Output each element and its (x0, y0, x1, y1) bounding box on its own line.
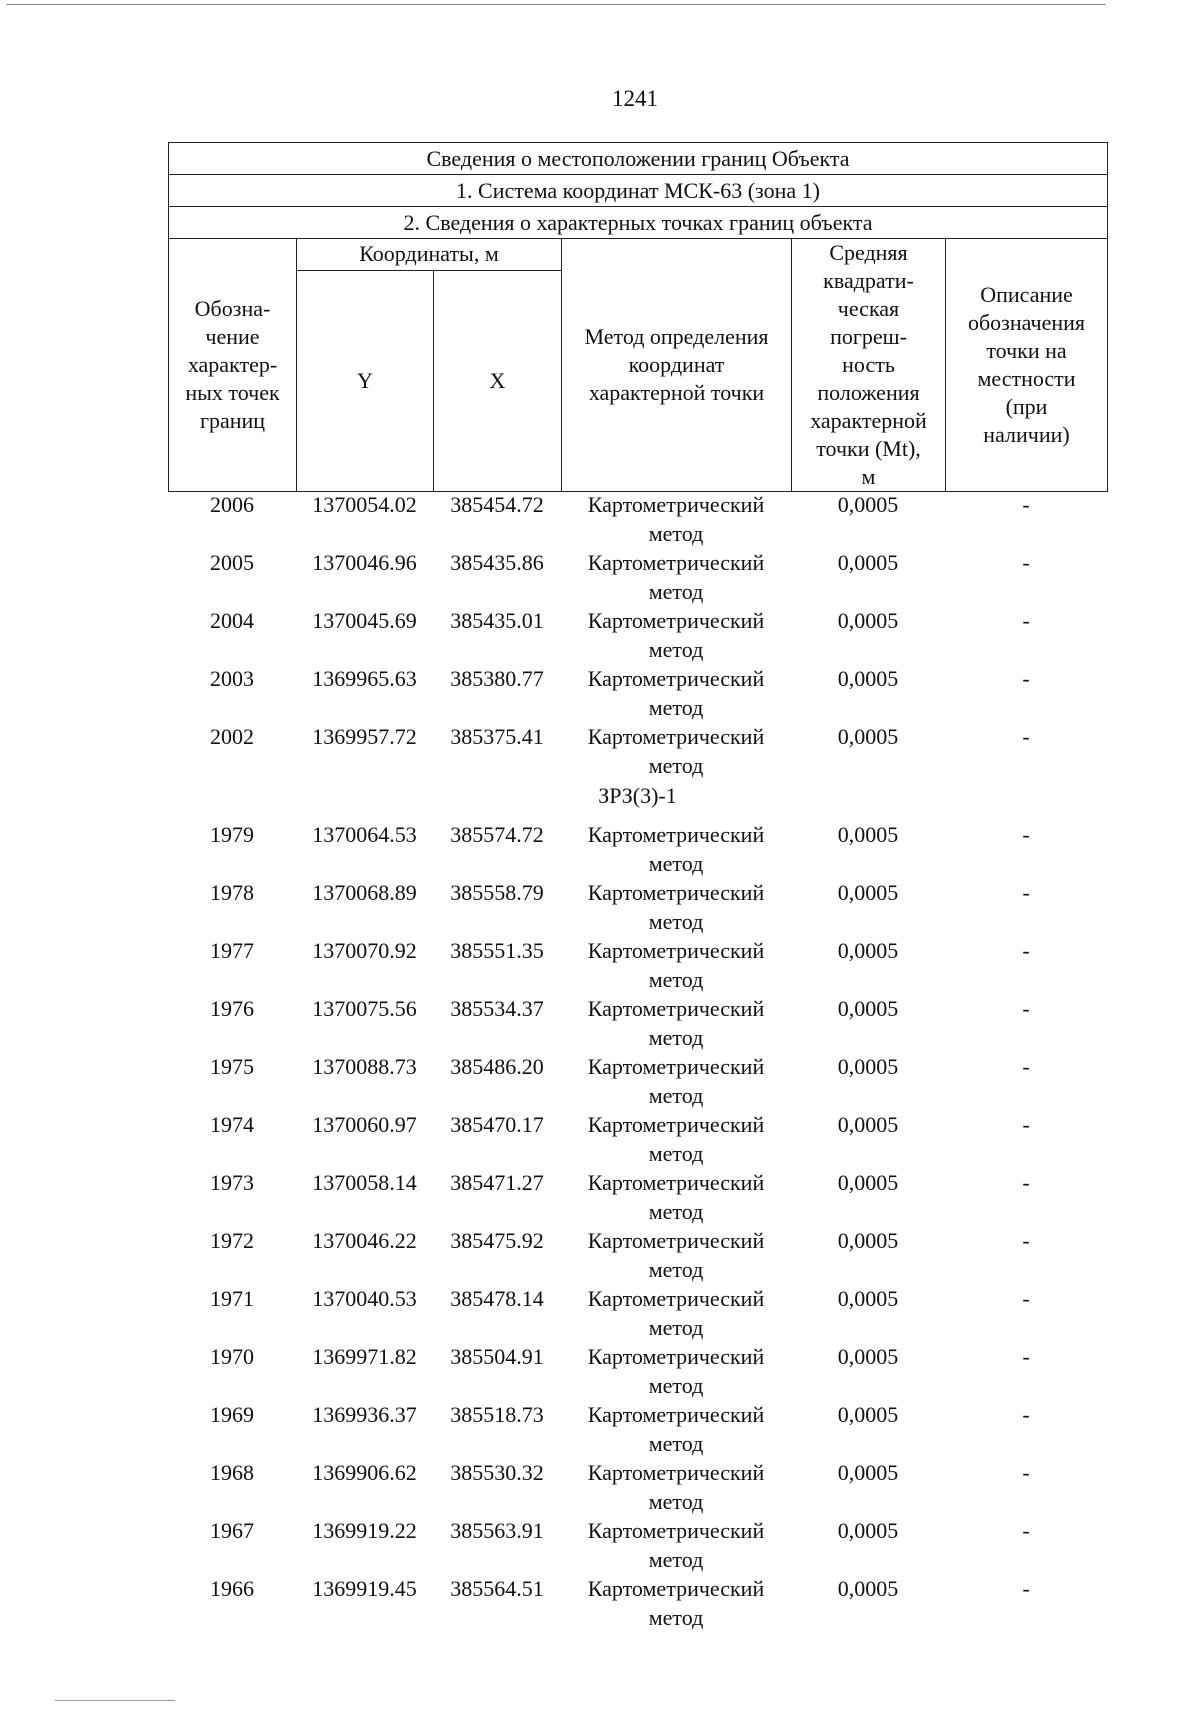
cell-y: 1370068.89 (312, 880, 417, 905)
header-row-points: 2. Сведения о характерных точках границ объекта (169, 207, 1108, 239)
page-number: 1241 (612, 86, 658, 111)
cell-point-id: 2004 (210, 608, 254, 633)
cell-description: - (1022, 938, 1030, 963)
cell-x: 385380.77 (450, 666, 544, 691)
cell-y: 1369919.45 (312, 1576, 417, 1601)
cell-point-id: 1977 (210, 938, 254, 963)
cell-error: 0,0005 (837, 1054, 899, 1079)
table-row (168, 1516, 1107, 1574)
cell-error: 0,0005 (837, 492, 899, 517)
cell-method: Картометрический метод (587, 996, 765, 1050)
cell-method: Картометрический метод (587, 1402, 765, 1456)
cell-error: 0,0005 (837, 1170, 899, 1195)
table-row (168, 606, 1107, 664)
col-header-method: Метод определения координат характерной точки (562, 239, 792, 492)
page-bottom-edge (55, 1700, 175, 1701)
table-row (168, 936, 1107, 994)
cell-x: 385470.17 (450, 1112, 544, 1137)
cell-description: - (1022, 822, 1030, 847)
table-row (168, 1110, 1107, 1168)
col-header-point: Обозна- чение характер- ных точек границ (169, 239, 297, 492)
cell-error: 0,0005 (837, 996, 899, 1021)
cell-y: 1370088.73 (312, 1054, 417, 1079)
table-row (168, 820, 1107, 878)
col-header-y: Y (297, 270, 434, 491)
cell-method: Картометрический метод (587, 1344, 765, 1398)
table-row (168, 722, 1107, 780)
cell-method: Картометрический метод (587, 1112, 765, 1166)
cell-x: 385471.27 (450, 1170, 544, 1195)
header-table (168, 142, 1108, 492)
cell-error: 0,0005 (837, 1402, 899, 1427)
cell-x: 385518.73 (450, 1402, 544, 1427)
cell-point-id: 1974 (210, 1112, 254, 1137)
cell-description: - (1022, 1518, 1030, 1543)
cell-error: 0,0005 (837, 1112, 899, 1137)
cell-error: 0,0005 (837, 1228, 899, 1253)
cell-point-id: 2002 (210, 724, 254, 749)
cell-method: Картометрический метод (587, 1576, 765, 1630)
cell-y: 1370064.53 (312, 822, 417, 847)
cell-method: Картометрический метод (587, 1054, 765, 1108)
table-row (168, 490, 1107, 548)
cell-error: 0,0005 (837, 608, 899, 633)
cell-y: 1369971.82 (312, 1344, 417, 1369)
table-row (168, 1284, 1107, 1342)
cell-description: - (1022, 1344, 1030, 1369)
cell-method: Картометрический метод (587, 1286, 765, 1340)
cell-point-id: 1968 (210, 1460, 254, 1485)
cell-x: 385530.32 (450, 1460, 544, 1485)
cell-error: 0,0005 (837, 666, 899, 691)
col-header-coords: Координаты, м (297, 239, 562, 271)
cell-method: Картометрический метод (587, 822, 765, 876)
cell-description: - (1022, 1402, 1030, 1427)
cell-x: 385454.72 (450, 492, 544, 517)
cell-error: 0,0005 (837, 822, 899, 847)
table-row (168, 1458, 1107, 1516)
cell-x: 385435.86 (450, 550, 544, 575)
cell-error: 0,0005 (837, 938, 899, 963)
table-row (168, 1052, 1107, 1110)
cell-description: - (1022, 608, 1030, 633)
header-row-title: Сведения о местоположении границ Объекта (169, 143, 1108, 175)
cell-error: 0,0005 (837, 1286, 899, 1311)
table-row (168, 1342, 1107, 1400)
points-table (168, 490, 1107, 1632)
cell-method: Картометрический метод (587, 880, 765, 934)
cell-description: - (1022, 666, 1030, 691)
cell-point-id: 1970 (210, 1344, 254, 1369)
cell-point-id: 2003 (210, 666, 254, 691)
section-label: ЗРЗ(3)-1 (598, 783, 677, 808)
cell-y: 1370075.56 (312, 996, 417, 1021)
table-row (168, 1574, 1107, 1632)
cell-x: 385563.91 (450, 1518, 544, 1543)
cell-point-id: 1967 (210, 1518, 254, 1543)
cell-x: 385375.41 (450, 724, 544, 749)
cell-error: 0,0005 (837, 1344, 899, 1369)
cell-y: 1370046.22 (312, 1228, 417, 1253)
cell-description: - (1022, 1460, 1030, 1485)
cell-x: 385534.37 (450, 996, 544, 1021)
page-top-edge (6, 4, 1106, 5)
table-row (168, 1226, 1107, 1284)
cell-description: - (1022, 996, 1030, 1021)
cell-method: Картометрический метод (587, 1228, 765, 1282)
table-row (168, 664, 1107, 722)
cell-error: 0,0005 (837, 1460, 899, 1485)
cell-y: 1370045.69 (312, 608, 417, 633)
cell-method: Картометрический метод (587, 1170, 765, 1224)
cell-y: 1370060.97 (312, 1112, 417, 1137)
table-row (168, 548, 1107, 606)
cell-point-id: 1975 (210, 1054, 254, 1079)
cell-error: 0,0005 (837, 550, 899, 575)
cell-method: Картометрический метод (587, 1518, 765, 1572)
cell-x: 385478.14 (450, 1286, 544, 1311)
cell-y: 1370040.53 (312, 1286, 417, 1311)
cell-point-id: 1979 (210, 822, 254, 847)
cell-point-id: 2005 (210, 550, 254, 575)
table-row (168, 1400, 1107, 1458)
cell-x: 385435.01 (450, 608, 544, 633)
cell-y: 1370058.14 (312, 1170, 417, 1195)
cell-description: - (1022, 1228, 1030, 1253)
cell-method: Картометрический метод (587, 666, 765, 720)
cell-y: 1370046.96 (312, 550, 417, 575)
cell-description: - (1022, 880, 1030, 905)
table-row (168, 994, 1107, 1052)
cell-description: - (1022, 1054, 1030, 1079)
cell-description: - (1022, 724, 1030, 749)
cell-method: Картометрический метод (587, 938, 765, 992)
cell-point-id: 1971 (210, 1286, 254, 1311)
cell-error: 0,0005 (837, 1518, 899, 1543)
cell-x: 385475.92 (450, 1228, 544, 1253)
cell-method: Картометрический метод (587, 724, 765, 778)
col-header-x: X (434, 270, 562, 491)
cell-method: Картометрический метод (587, 608, 765, 662)
cell-x: 385564.51 (450, 1576, 544, 1601)
cell-y: 1369965.63 (312, 666, 417, 691)
cell-description: - (1022, 1286, 1030, 1311)
cell-y: 1369957.72 (312, 724, 417, 749)
cell-error: 0,0005 (837, 1576, 899, 1601)
cell-description: - (1022, 1112, 1030, 1137)
cell-method: Картометрический метод (587, 1460, 765, 1514)
header-row-system: 1. Система координат МСК-63 (зона 1) (169, 175, 1108, 207)
cell-x: 385504.91 (450, 1344, 544, 1369)
cell-x: 385574.72 (450, 822, 544, 847)
cell-y: 1369936.37 (312, 1402, 417, 1427)
cell-description: - (1022, 1576, 1030, 1601)
table-row (168, 878, 1107, 936)
cell-error: 0,0005 (837, 880, 899, 905)
cell-description: - (1022, 492, 1030, 517)
cell-error: 0,0005 (837, 724, 899, 749)
cell-y: 1370070.92 (312, 938, 417, 963)
cell-description: - (1022, 1170, 1030, 1195)
col-header-error: Средняя квадрати- ческая погреш- ность положения характерной точки (Mt), м (792, 239, 946, 492)
cell-method: Картометрический метод (587, 492, 765, 546)
cell-x: 385551.35 (450, 938, 544, 963)
cell-x: 385558.79 (450, 880, 544, 905)
cell-y: 1369906.62 (312, 1460, 417, 1485)
cell-point-id: 1966 (210, 1576, 254, 1601)
cell-y: 1369919.22 (312, 1518, 417, 1543)
cell-point-id: 1976 (210, 996, 254, 1021)
cell-method: Картометрический метод (587, 550, 765, 604)
cell-y: 1370054.02 (312, 492, 417, 517)
cell-description: - (1022, 550, 1030, 575)
cell-point-id: 1973 (210, 1170, 254, 1195)
table-row (168, 1168, 1107, 1226)
cell-point-id: 1972 (210, 1228, 254, 1253)
cell-point-id: 1969 (210, 1402, 254, 1427)
cell-x: 385486.20 (450, 1054, 544, 1079)
cell-point-id: 1978 (210, 880, 254, 905)
col-header-description: Описание обозначения точки на местности (при наличии) (946, 239, 1108, 492)
cell-point-id: 2006 (210, 492, 254, 517)
